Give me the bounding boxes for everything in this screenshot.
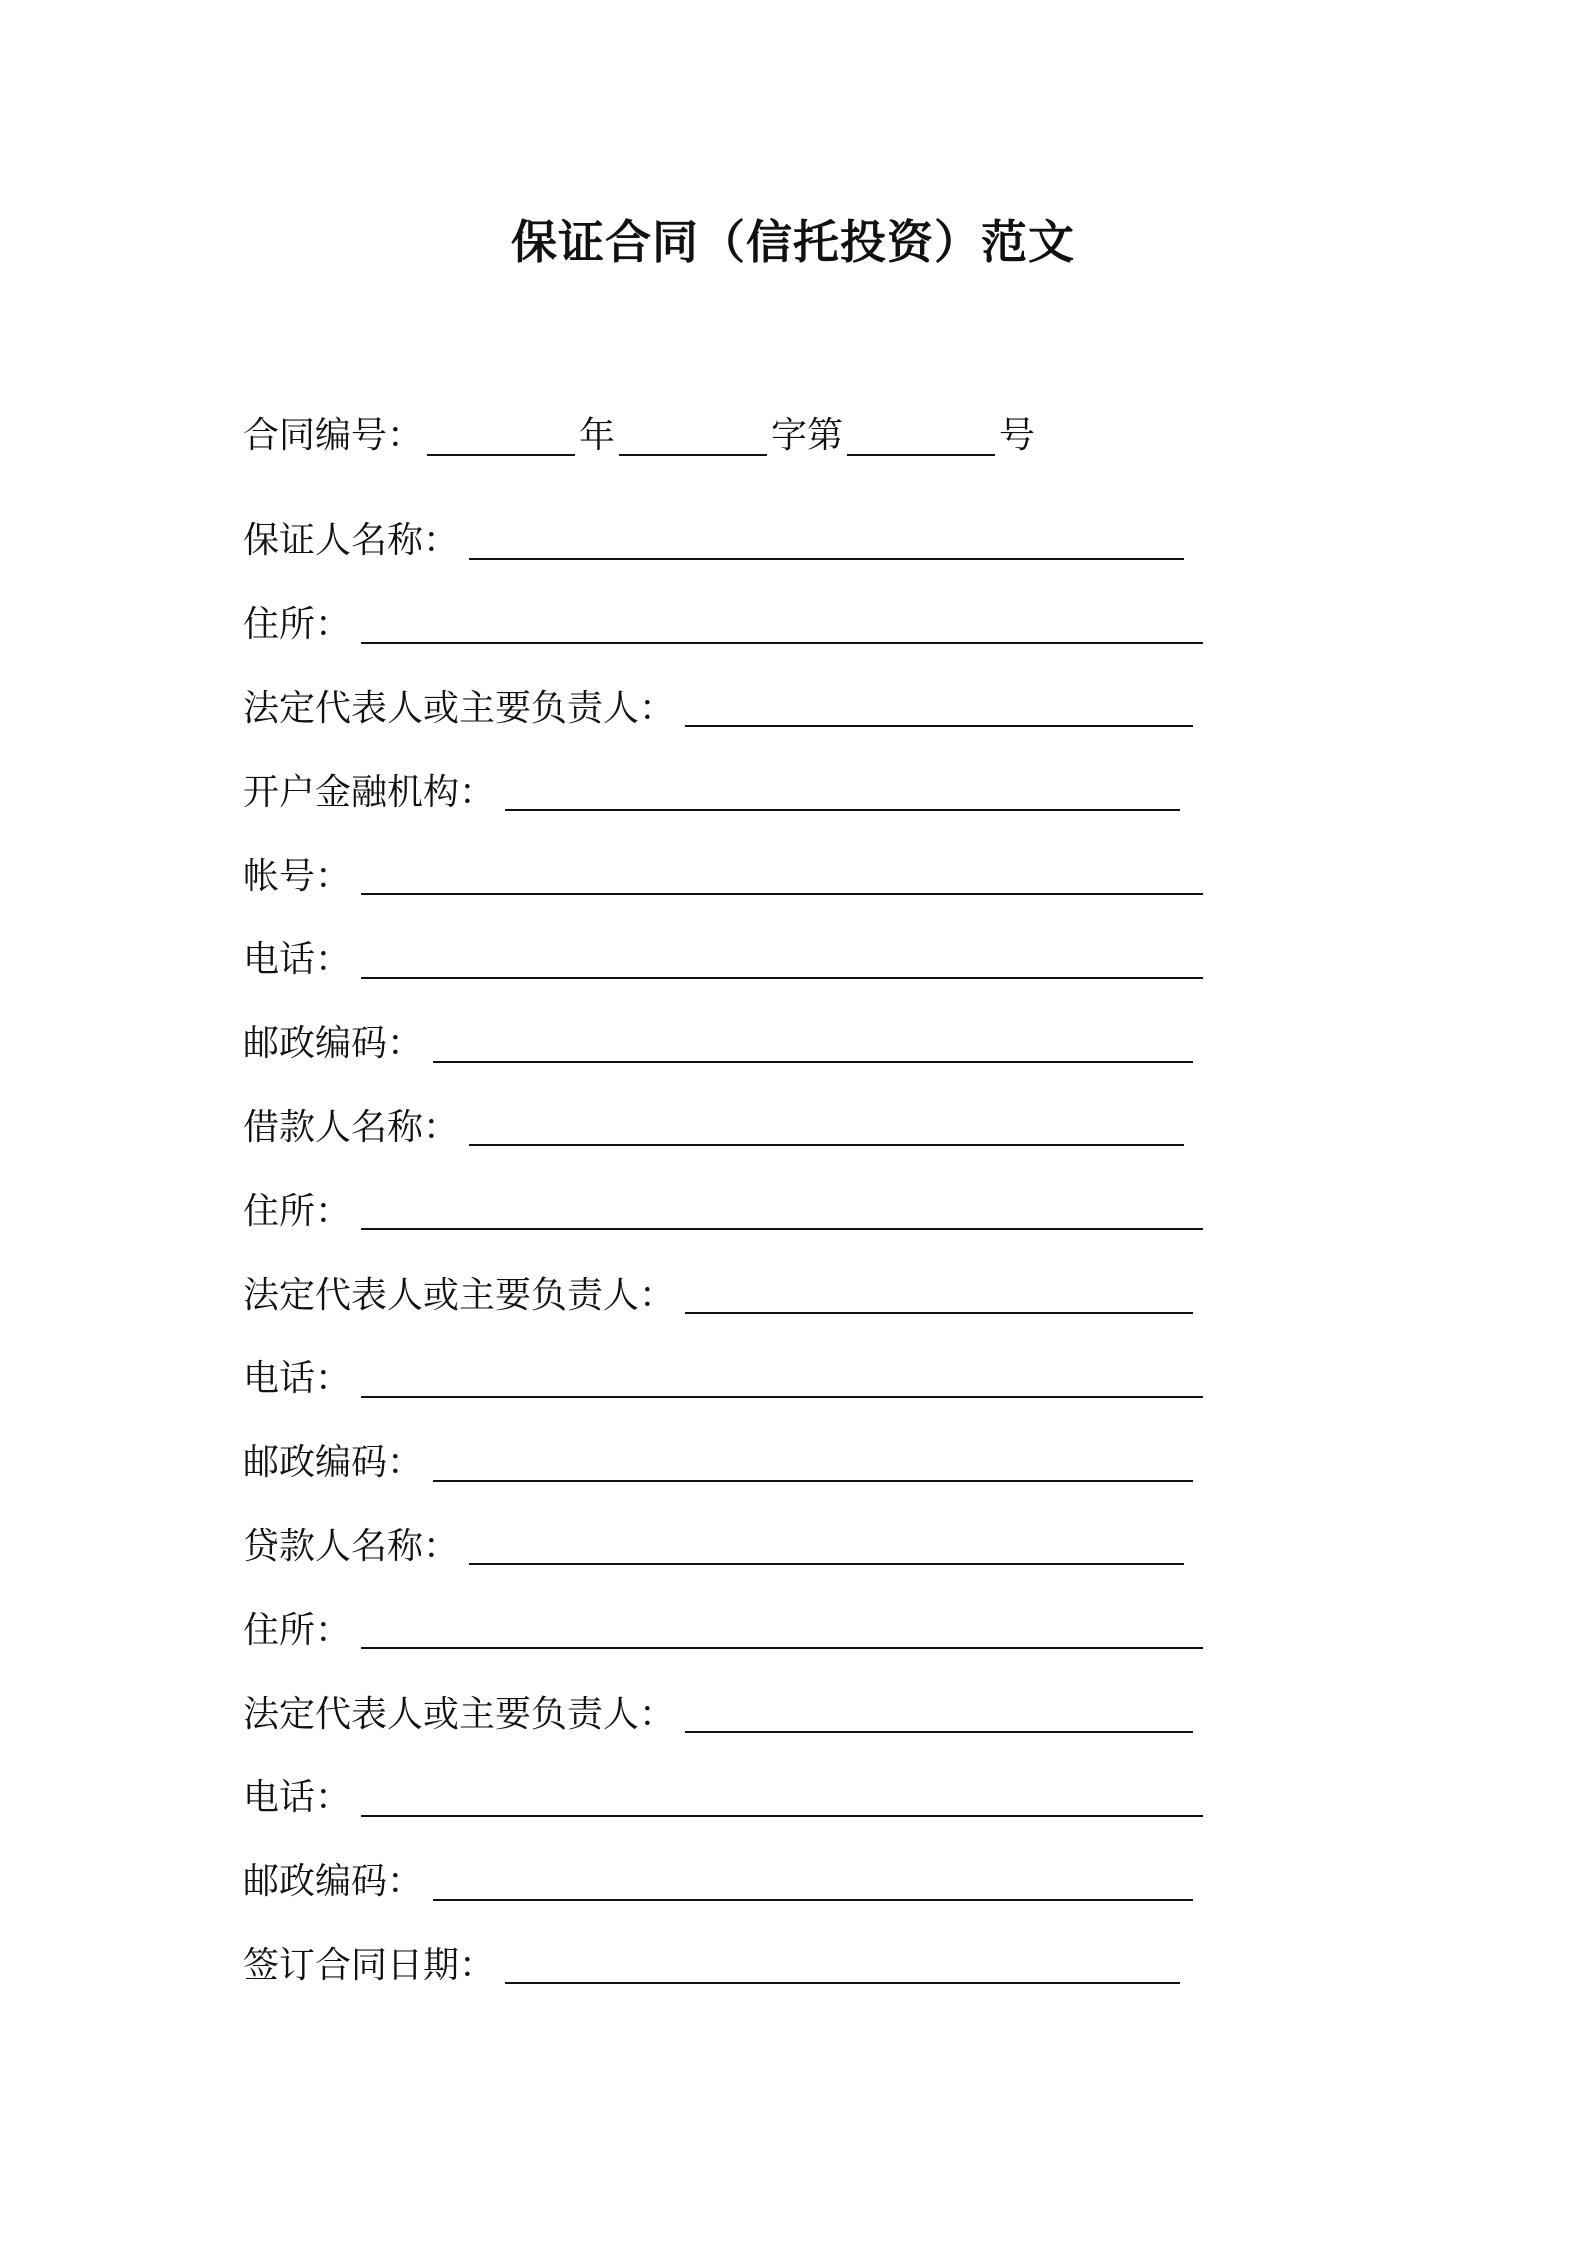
contract-character-blank bbox=[619, 416, 767, 456]
field-label: 签订合同日期： bbox=[243, 1944, 496, 1986]
guarantor-account-row bbox=[243, 831, 1203, 915]
fill-in-blank bbox=[505, 775, 1180, 811]
contract-number-label: 合同编号： bbox=[243, 415, 424, 456]
fill-in-blank bbox=[361, 608, 1203, 644]
signing-date-row bbox=[243, 1921, 1203, 2005]
contract-number-blank bbox=[847, 416, 995, 456]
fill-in-blank bbox=[433, 1865, 1193, 1901]
fill-in-blank bbox=[361, 859, 1203, 895]
field-label: 开户金融机构： bbox=[243, 771, 496, 813]
fill-in-blank bbox=[433, 1027, 1193, 1063]
fill-in-blank bbox=[433, 1446, 1193, 1482]
field-label: 邮政编码： bbox=[243, 1023, 424, 1065]
borrower-name-row bbox=[243, 1083, 1203, 1167]
fill-in-blank bbox=[685, 1278, 1193, 1314]
lender-postcode-row bbox=[243, 1837, 1203, 1921]
field-label: 电话： bbox=[243, 1358, 352, 1400]
contract-number-suffix: 号 bbox=[999, 415, 1036, 456]
field-label: 帐号： bbox=[243, 855, 352, 897]
field-label: 法定代表人或主要负责人： bbox=[243, 1274, 676, 1316]
field-label: 住所： bbox=[243, 1609, 352, 1651]
lender-address-row bbox=[243, 1585, 1203, 1669]
field-label: 住所： bbox=[243, 604, 352, 646]
field-label: 法定代表人或主要负责人： bbox=[243, 1693, 676, 1735]
field-label: 住所： bbox=[243, 1190, 352, 1232]
party-fields bbox=[243, 496, 1203, 2004]
borrower-representative-row bbox=[243, 1250, 1203, 1334]
guarantor-representative-row bbox=[243, 664, 1203, 748]
fill-in-blank bbox=[361, 1362, 1203, 1398]
field-label: 电话： bbox=[243, 1777, 352, 1819]
fill-in-blank bbox=[469, 1529, 1184, 1565]
field-label: 贷款人名称： bbox=[243, 1525, 460, 1567]
contract-year-blank bbox=[427, 416, 575, 456]
borrower-address-row bbox=[243, 1166, 1203, 1250]
contract-character-suffix: 字第 bbox=[771, 415, 844, 456]
field-label: 借款人名称： bbox=[243, 1106, 460, 1148]
field-label: 邮政编码： bbox=[243, 1861, 424, 1903]
field-label: 保证人名称： bbox=[243, 520, 460, 562]
fill-in-blank bbox=[361, 1781, 1203, 1817]
fill-in-blank bbox=[469, 1110, 1184, 1146]
fill-in-blank bbox=[361, 943, 1203, 979]
lender-representative-row bbox=[243, 1669, 1203, 1753]
guarantor-postcode-row bbox=[243, 999, 1203, 1083]
field-label: 电话： bbox=[243, 939, 352, 981]
lender-name-row bbox=[243, 1502, 1203, 1586]
fill-in-blank bbox=[361, 1194, 1203, 1230]
borrower-postcode-row bbox=[243, 1418, 1203, 1502]
field-label: 法定代表人或主要负责人： bbox=[243, 687, 676, 729]
fill-in-blank bbox=[685, 1697, 1193, 1733]
fill-in-blank bbox=[469, 524, 1184, 560]
contract-number-line bbox=[243, 408, 1035, 464]
lender-phone-row bbox=[243, 1753, 1203, 1837]
guarantor-name-row bbox=[243, 496, 1203, 580]
fill-in-blank bbox=[685, 691, 1193, 727]
guarantor-phone-row bbox=[243, 915, 1203, 999]
contract-year-suffix: 年 bbox=[579, 415, 616, 456]
fill-in-blank bbox=[505, 1948, 1180, 1984]
fill-in-blank bbox=[361, 1613, 1203, 1649]
guarantor-address-row bbox=[243, 580, 1203, 664]
field-label: 邮政编码： bbox=[243, 1442, 424, 1484]
borrower-phone-row bbox=[243, 1334, 1203, 1418]
document-title: 保证合同（信托投资）范文 bbox=[511, 215, 1075, 269]
guarantor-bank-row bbox=[243, 747, 1203, 831]
